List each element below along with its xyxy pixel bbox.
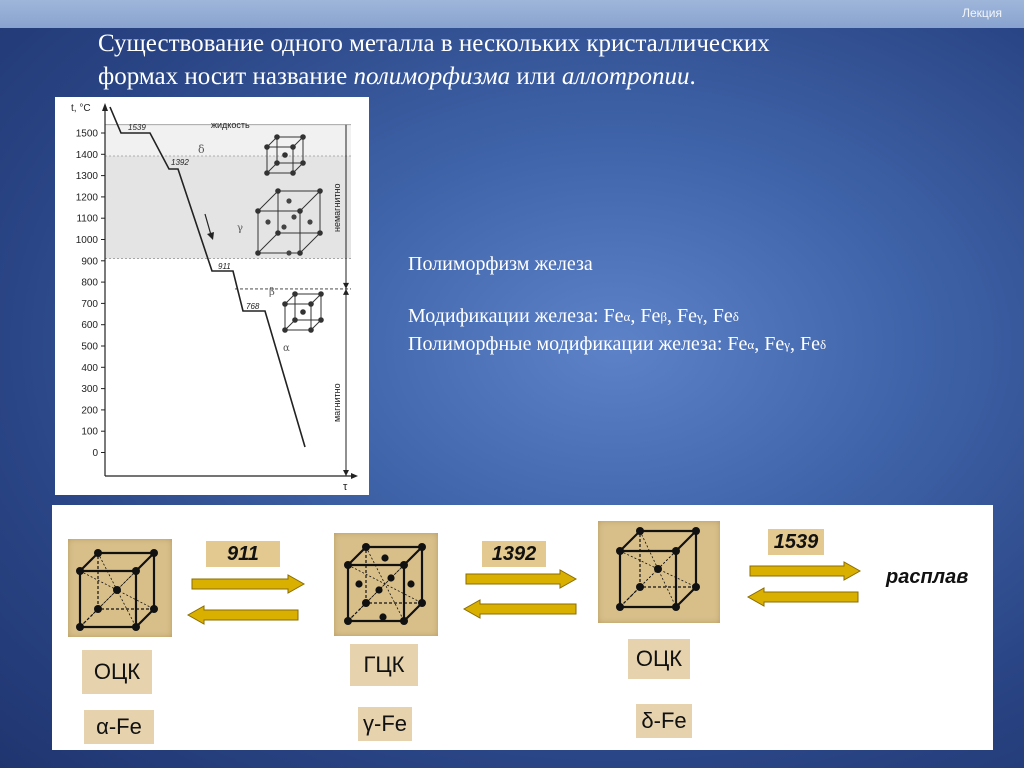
curve-temp-label: 1539: [128, 123, 146, 132]
lattice-atom: [308, 301, 314, 307]
gamma-region: [105, 156, 351, 258]
lattice-atom: [355, 580, 362, 587]
lattice-atom: [265, 219, 270, 224]
y-tick-label: 1300: [75, 171, 98, 183]
polymorphic-list: [727, 333, 826, 355]
temp-label-1392: 1392: [482, 541, 546, 567]
iron-cooling-curve-graph: [55, 97, 369, 495]
magnetic-label: магнитно: [332, 383, 342, 422]
range-arrow: [343, 283, 349, 289]
lattice-atom: [132, 623, 140, 631]
modification-item: $Fe_\gamma$: [676, 305, 703, 327]
lattice-atom: [76, 567, 84, 575]
phase-label: β: [269, 287, 275, 298]
lattice-atom: [292, 291, 298, 297]
melt-label: расплав: [886, 566, 969, 588]
lattice-atom: [300, 134, 306, 140]
title-period: .: [689, 63, 696, 90]
lattice-atom: [264, 170, 270, 176]
y-tick-label: 1200: [75, 192, 98, 204]
lattice-atom: [132, 567, 140, 575]
lattice-atom: [300, 160, 306, 166]
modification-item: $Fe_\delta$: [712, 305, 739, 327]
lattice-atom: [654, 565, 662, 573]
lattice-atom: [362, 543, 370, 551]
lattice-atom: [636, 527, 644, 535]
y-tick-label: 500: [81, 341, 98, 353]
lattice-atom: [318, 317, 324, 323]
y-axis-label: t, °C: [71, 103, 91, 114]
lattice-atom: [282, 327, 288, 333]
x-axis-arrow: [351, 473, 358, 479]
lattice-atom: [290, 170, 296, 176]
y-tick-label: 100: [81, 426, 98, 438]
lattice-atom: [76, 623, 84, 631]
y-tick-label: 1400: [75, 149, 98, 161]
lattice-atom: [297, 208, 303, 214]
lattice-atom: [616, 603, 624, 611]
y-tick-label: 200: [81, 405, 98, 417]
y-tick-label: 800: [81, 277, 98, 289]
bcc-lattice-delta-icon: [616, 527, 700, 611]
temp-label-911: 911: [206, 541, 280, 567]
modifications-line: [408, 303, 988, 331]
x-axis-label: τ: [343, 481, 348, 493]
lattice-atom: [308, 327, 314, 333]
lattice-atom: [300, 309, 306, 315]
liquid-label: жидкость: [211, 120, 250, 130]
term-allotropy: аллотропии: [561, 63, 690, 90]
title-or: или: [510, 63, 562, 90]
lattice-atom: [418, 599, 426, 607]
curve-temp-label: 911: [218, 262, 231, 271]
curve-temp-label: 768: [246, 302, 260, 311]
temp-label-1539: 1539: [768, 529, 824, 555]
y-tick-label: 0: [92, 448, 98, 459]
lattice-atom: [362, 599, 370, 607]
info-heading: Полиморфизм железа: [408, 253, 593, 275]
lattice-atom: [281, 224, 286, 229]
lattice-atom: [692, 527, 700, 535]
phase-label-gamma-fe: γ-Fe: [358, 707, 412, 741]
bcc-lattice-alpha-icon: [76, 549, 158, 631]
lattice-atom: [672, 603, 680, 611]
lattice-atom: [318, 291, 324, 297]
y-tick-label: 400: [81, 362, 98, 374]
lattice-atom: [274, 134, 280, 140]
lattice-atom: [375, 586, 382, 593]
lattice-atom: [317, 188, 323, 194]
transition-diagram: [52, 505, 993, 750]
lattice-type-bcc-delta: ОЦК: [628, 639, 690, 679]
title-line-2-prefix: формах носит название: [98, 63, 354, 90]
y-axis-arrow: [102, 103, 108, 111]
modification-item: $Fe_\alpha$: [603, 305, 631, 327]
lattice-atom: [407, 580, 414, 587]
y-tick-label: 300: [81, 384, 98, 396]
lattice-atom: [672, 547, 680, 555]
modification-separator: ,: [666, 305, 677, 327]
lattice-atom: [290, 144, 296, 150]
lattice-atom: [275, 188, 281, 194]
lattice-atom: [297, 250, 303, 256]
lattice-edge: [620, 531, 640, 551]
phase-label: δ: [198, 143, 205, 156]
phase-label: γ: [237, 223, 243, 234]
lattice-atom: [264, 144, 270, 150]
lattice-atom: [274, 160, 280, 166]
lattice-atom: [255, 250, 261, 256]
y-tick-label: 1500: [75, 128, 98, 140]
polymorphic-item: $Fe_\delta$: [799, 333, 827, 355]
lattice-atom: [418, 543, 426, 551]
lattice-edge: [676, 587, 696, 607]
lattice-atom: [344, 617, 352, 625]
lattice-atom: [286, 198, 291, 203]
lattice-atom: [344, 561, 352, 569]
y-tick-label: 900: [81, 256, 98, 268]
lattice-atom: [282, 152, 288, 158]
lattice-atom: [307, 219, 312, 224]
lattice-type-bcc-alpha: ОЦК: [82, 650, 152, 694]
modification-separator: ,: [630, 305, 641, 327]
polymorphic-item: $Fe_\alpha$: [727, 333, 755, 355]
polymorphic-separator: ,: [789, 333, 800, 355]
lattice-atom: [692, 583, 700, 591]
lecture-label: Лекция: [962, 6, 1002, 20]
y-tick-label: 1000: [75, 235, 98, 246]
nonmagnetic-label: немагнитно: [332, 183, 342, 232]
info-text-block: [408, 251, 988, 359]
lattice-atom: [291, 214, 296, 219]
lattice-atom: [379, 613, 386, 620]
range-arrow: [343, 470, 349, 476]
fcc-lattice-icon: [344, 543, 426, 625]
modification-item: $Fe_\beta$: [640, 305, 667, 327]
title-line-1: Существование одного металла в нескольких кристаллических: [98, 30, 770, 57]
slide-title: [98, 27, 958, 93]
lattice-atom: [255, 208, 261, 214]
lattice-atom: [636, 583, 644, 591]
lattice-atom: [94, 605, 102, 613]
lattice-atom: [387, 574, 394, 581]
range-arrow: [343, 289, 349, 295]
lattice-atom: [286, 250, 291, 255]
phase-label-alpha-fe: α-Fe: [84, 710, 154, 744]
lattice-type-fcc: ГЦК: [350, 644, 418, 686]
lattice-atom: [113, 586, 121, 594]
lattice-atom: [400, 617, 408, 625]
polymorphic-prefix: Полиморфные модификации железа:: [408, 333, 728, 355]
lattice-atom: [94, 549, 102, 557]
lattice-atom: [282, 301, 288, 307]
modifications-prefix: Модификации железа:: [408, 305, 604, 327]
lattice-atom: [317, 230, 323, 236]
term-polymorphism: полиморфизма: [353, 63, 511, 90]
polymorphic-line: [408, 331, 988, 359]
phase-label: α: [283, 343, 290, 354]
top-bar: [0, 0, 1024, 28]
lattice-atom: [381, 554, 388, 561]
modification-separator: ,: [702, 305, 713, 327]
lattice-atom: [400, 561, 408, 569]
curve-temp-label: 1392: [171, 158, 189, 167]
lattice-atom: [150, 549, 158, 557]
beta-lattice-icon: [282, 291, 324, 333]
polymorphic-item: $Fe_\gamma$: [764, 333, 790, 355]
phase-label-delta-fe: δ-Fe: [636, 704, 692, 738]
modifications-list: [604, 305, 739, 327]
lattice-atom: [150, 605, 158, 613]
y-tick-label: 600: [81, 320, 98, 332]
y-tick-label: 1100: [76, 213, 98, 225]
lattice-atom: [275, 230, 281, 236]
y-tick-label: 700: [81, 298, 98, 310]
lattice-atom: [292, 317, 298, 323]
polymorphic-separator: ,: [754, 333, 765, 355]
lattice-atom: [616, 547, 624, 555]
